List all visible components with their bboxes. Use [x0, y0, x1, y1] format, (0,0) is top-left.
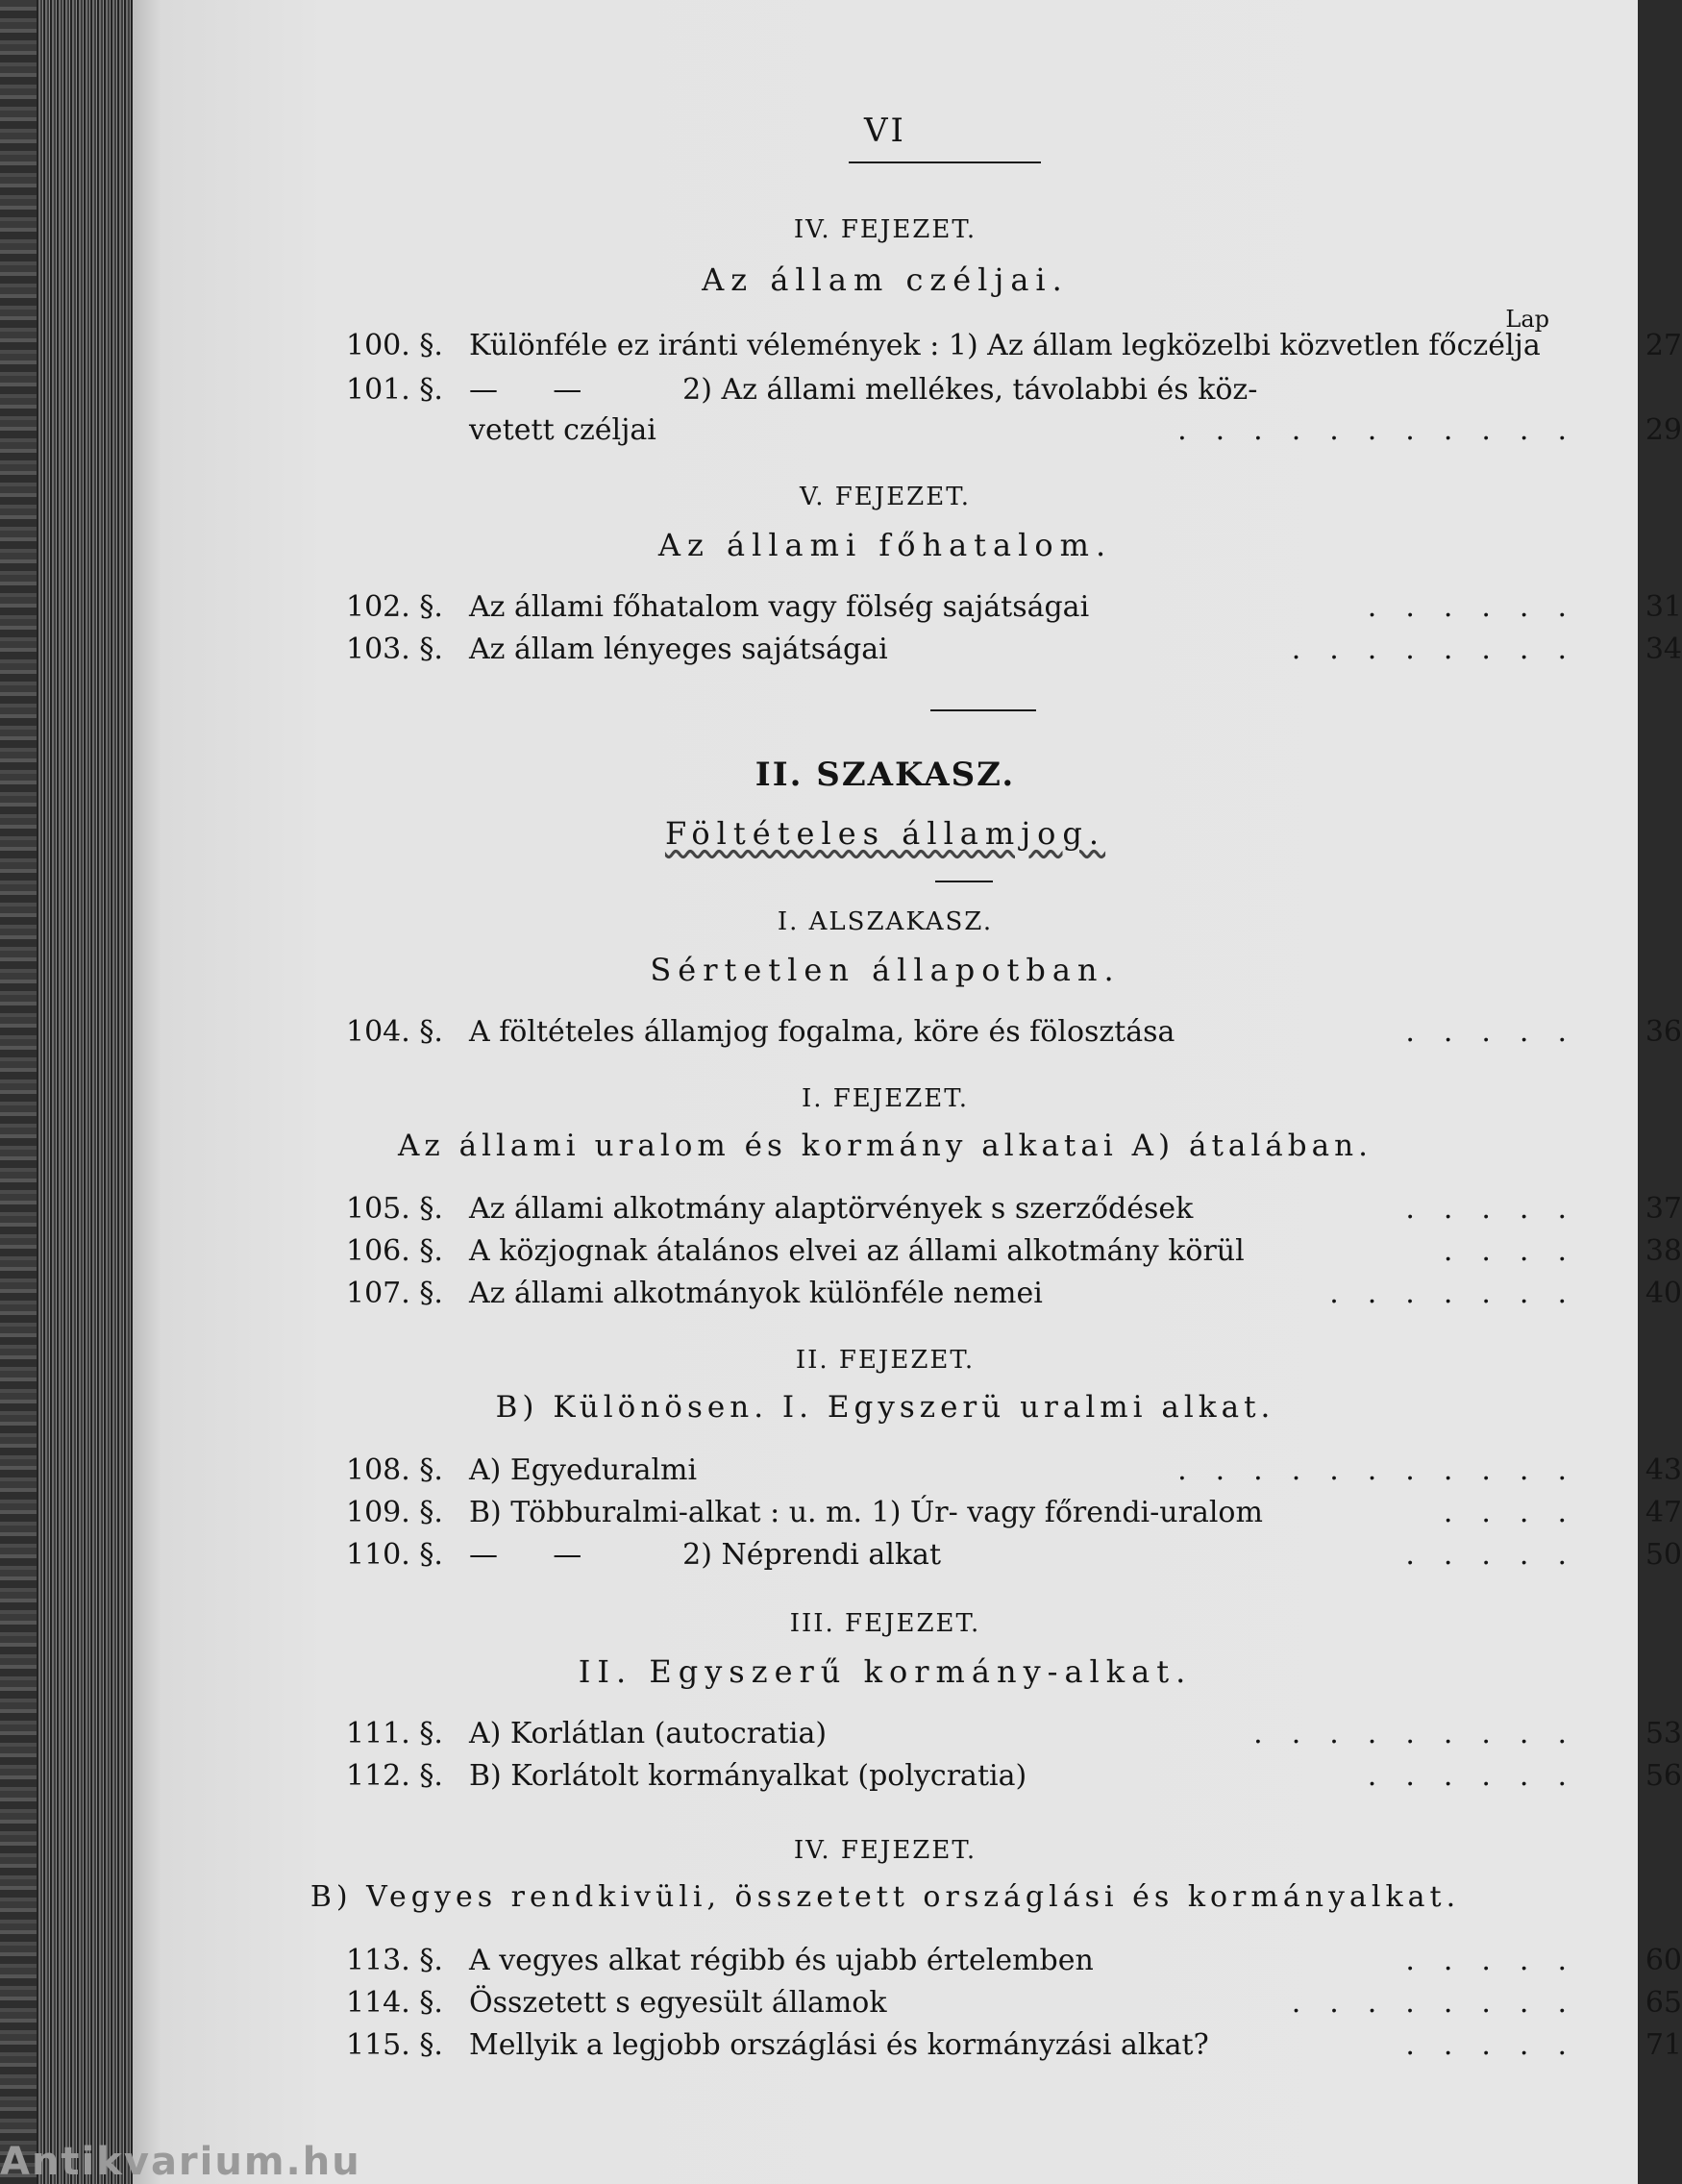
page-number: VI [864, 112, 906, 150]
entry-page: 71 [1645, 2028, 1682, 2062]
entry-page: 53 [1645, 1717, 1682, 1750]
toc-entry [346, 1232, 1682, 1271]
entry-page: 60 [1645, 1944, 1682, 1977]
entry-page: 31 [1645, 590, 1682, 624]
leader-dots: ....... [1329, 1277, 1595, 1310]
toc-entry [346, 1275, 1682, 1313]
entry-text: Az állami alkotmány alaptörvények s szerződések [469, 1192, 1194, 1226]
leader-dots: ..... [1405, 1538, 1595, 1572]
toc-entry [346, 327, 1682, 365]
entry-number: 113. §. [346, 1944, 443, 1977]
entry-page: 36 [1645, 1015, 1682, 1049]
entry-page: 65 [1645, 1986, 1682, 2020]
entry-text: B) Korlátolt kormányalkat (polycratia) [469, 1759, 1027, 1793]
lap-label: Lap [1505, 306, 1549, 333]
toc-entry [346, 1984, 1682, 2023]
entry-number: 111. §. [346, 1717, 443, 1750]
chapter-label-iii: III. FEJEZET. [789, 1609, 981, 1638]
chapter-title-ii: B) Különösen. I. Egyszerü uralmi alkat. [495, 1390, 1275, 1425]
entry-text: A közjognak átalános elvei az állami alkotmány körül [469, 1234, 1245, 1268]
toc-entry [346, 1190, 1682, 1228]
watermark: Antikvarium.hu [0, 2140, 361, 2184]
section-title: Föltételes államjog. [664, 815, 1106, 852]
subsection-title: Sértetlen állapotban. [650, 952, 1121, 988]
entry-text: Az állam lényeges sajátságai [469, 633, 888, 666]
entry-number: 110. §. [346, 1538, 443, 1572]
entry-text: Mellyik a legjobb országlási és kormányzási alkat? [469, 2028, 1209, 2062]
entry-text: Az állami főhatalom vagy fölség sajátságai [469, 590, 1090, 624]
entry-number: 100. §. [346, 329, 443, 362]
section-rule [935, 881, 993, 882]
entry-number: 101. §. [346, 373, 443, 407]
entry-text: A föltételes államjog fogalma, köre és fölosztása [469, 1015, 1175, 1049]
leader-dots: ........ [1291, 1986, 1595, 2020]
entry-page: 38 [1645, 1234, 1682, 1268]
entry-number: 102. §. [346, 590, 443, 624]
entry-text: Különféle ez iránti vélemények : 1) Az állam legközelbi közvetlen főczélja [469, 329, 1541, 362]
chapter-title-iii: II. Egyszerű kormány-alkat. [578, 1653, 1193, 1690]
chapter-title-v: Az állami főhatalom. [657, 527, 1113, 563]
leader-dots: ........ [1291, 633, 1595, 666]
leader-dots: ..... [1405, 1015, 1595, 1049]
entry-number: 115. §. [346, 2028, 443, 2062]
toc-entry [346, 588, 1682, 627]
section-rule [930, 709, 1036, 711]
entry-text: vetett czéljai [469, 413, 656, 447]
entry-text: Az állami alkotmányok különféle nemei [469, 1277, 1043, 1310]
chapter-label-i: I. FEJEZET. [801, 1084, 970, 1113]
chapter-label-v: V. FEJEZET. [799, 483, 971, 511]
leader-dots: ...... [1367, 1759, 1595, 1793]
entry-number: 104. §. [346, 1015, 443, 1049]
leader-dots: ........... [1177, 413, 1595, 447]
header-rule [849, 161, 1041, 163]
entry-number: 107. §. [346, 1277, 443, 1310]
toc-entry [346, 1013, 1682, 1052]
page-edges [37, 0, 133, 2184]
entry-number: 103. §. [346, 633, 443, 666]
chapter-title-iv-b: B) Vegyes rendkivüli, összetett országlási és kormányalkat. [309, 1880, 1461, 1914]
entry-number: 109. §. [346, 1496, 443, 1529]
entry-text: A) Korlátlan (autocratia) [469, 1717, 828, 1750]
entry-number: 108. §. [346, 1453, 443, 1487]
entry-page: 43 [1645, 1453, 1682, 1487]
leader-dots: ........... [1177, 1453, 1595, 1487]
entry-number: 112. §. [346, 1759, 443, 1793]
entry-text: A vegyes alkat régibb és ujabb értelemben [469, 1944, 1094, 1977]
chapter-label-ii: II. FEJEZET. [795, 1346, 976, 1375]
section-label: II. SZAKASZ. [754, 756, 1016, 794]
entry-page: 34 [1645, 633, 1682, 666]
leader-dots: ..... [1405, 1944, 1595, 1977]
entry-page: 27 [1645, 329, 1682, 362]
entry-page: 47 [1645, 1496, 1682, 1529]
entry-number: 106. §. [346, 1234, 443, 1268]
entry-text: — — 2) Az állami mellékes, távolabbi és köz- [469, 373, 1258, 407]
book-page [133, 0, 1682, 2184]
toc-entry [346, 371, 1682, 410]
leader-dots: ..... [1405, 1192, 1595, 1226]
chapter-label-iv-b: IV. FEJEZET. [793, 1836, 977, 1865]
entry-text: A) Egyeduralmi [469, 1453, 698, 1487]
chapter-label-iv: IV. FEJEZET. [793, 215, 977, 244]
leader-dots: ......... [1253, 1717, 1595, 1750]
entry-number: 114. §. [346, 1986, 443, 2020]
chapter-title-i: Az állami uralom és kormány alkatai A) átalában. [398, 1129, 1373, 1163]
subsection-label: I. ALSZAKASZ. [777, 907, 994, 936]
toc-entry [346, 1757, 1682, 1796]
toc-entry [346, 1452, 1682, 1490]
toc-entry-continuation [346, 411, 1682, 450]
toc-entry [346, 1942, 1682, 1980]
toc-entry [346, 631, 1682, 669]
entry-text: Összetett s egyesült államok [469, 1986, 887, 2020]
leader-dots: ..... [1405, 2028, 1595, 2062]
leader-dots: .... [1443, 1496, 1595, 1529]
entry-page: 29 [1645, 413, 1682, 447]
entry-text: — — 2) Néprendi alkat [469, 1538, 942, 1572]
entry-page: 37 [1645, 1192, 1682, 1226]
entry-number: 105. §. [346, 1192, 443, 1226]
toc-entry [346, 1494, 1682, 1532]
chapter-title-iv: Az állam czéljai. [702, 261, 1069, 298]
entry-page: 50 [1645, 1538, 1682, 1572]
entry-page: 40 [1645, 1277, 1682, 1310]
entry-page: 56 [1645, 1759, 1682, 1793]
toc-entry [346, 2026, 1682, 2065]
toc-entry [346, 1715, 1682, 1753]
entry-text: B) Többuralmi-alkat : u. m. 1) Úr- vagy főrendi-uralom [469, 1496, 1263, 1529]
toc-entry [346, 1536, 1682, 1575]
leader-dots: ...... [1367, 590, 1595, 624]
leader-dots: .... [1443, 1234, 1595, 1268]
